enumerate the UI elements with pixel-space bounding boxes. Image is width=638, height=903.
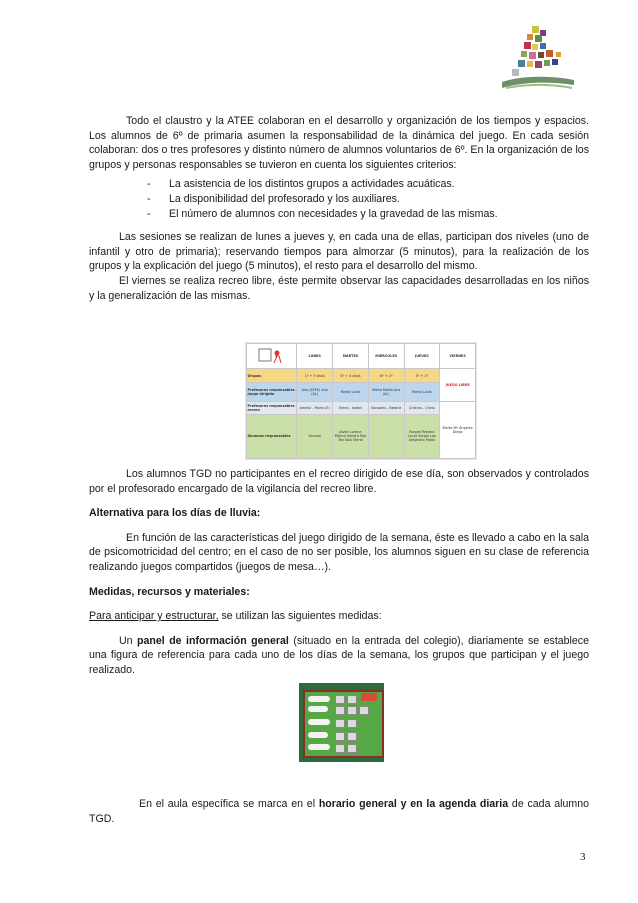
paragraph-sesiones: Las sesiones se realizan de lunes a jueves y, en cada una de ellas, participan dos niveles (uno de infantil y otro de primaria); reservando tiempos para almorzar (5 minutos), para la realización de los grupos y la explicación del juego (5 minutos), el resto para el desarrollo del mismo. bbox=[89, 231, 589, 273]
schedule-header: MIERCOLES bbox=[368, 344, 404, 369]
paragraph-lluvia: En función de las características del juego dirigido de la semana, éste es llevado a cabo en la sala de psicomotricidad del centro; en el caso de no ser posible, los alumnos siguen en su clase de referencia realizando juegos compartidos (juegos de mesa…). bbox=[89, 531, 589, 573]
paragraph-tgd: Los alumnos TGD no participantes en el recreo dirigido de ese día, son observados y controlados por el profesorado encargado de la vigilancia del recreo libre. bbox=[89, 468, 589, 495]
schedule-header: VIERNES bbox=[440, 344, 476, 369]
schedule-cell: Ana (ATEE) Ana (AL) bbox=[297, 383, 333, 402]
criteria-item: - El número de alumnos con necesidades y la gravedad de las mismas. bbox=[147, 207, 589, 222]
schedule-cell: 6º + 2º bbox=[368, 369, 404, 383]
paragraph-viernes: El viernes se realiza recreo libre, éste permite observar las capacidades desarrolladas en los niños y la generalización de las mismas. bbox=[89, 274, 589, 302]
green-board bbox=[303, 690, 384, 758]
panel-c: (situado en la entrada del colegio), diariamente se establece una figura de referencia para cada uno de los días de la semana, los grupos que participan y el juego realizado. bbox=[89, 634, 589, 676]
schedule-cell: 4º + 4 años bbox=[333, 369, 369, 383]
schedule-cell: Marta Mª Ángeles Diego bbox=[440, 402, 476, 459]
body-text-block-3 bbox=[89, 797, 589, 826]
schedule-header: JUEVES bbox=[404, 344, 440, 369]
schedule-row-label: Profesores responsables Juego dirigido bbox=[247, 383, 297, 402]
body-text-block-2 bbox=[89, 467, 589, 678]
paragraph-anticipar bbox=[89, 609, 589, 624]
schedule-corner-icon bbox=[247, 344, 297, 369]
schedule-cell: Cristina - Chelo bbox=[404, 402, 440, 415]
anticipar-rest: se utilizan las siguientes medidas: bbox=[218, 610, 382, 623]
heading-medidas: Medidas, recursos y materiales: bbox=[89, 585, 250, 598]
criteria-item: - La disponibilidad del profesorado y los auxiliares. bbox=[147, 192, 589, 207]
criteria-list bbox=[147, 177, 589, 221]
criteria-item: - La asistencia de los distintos grupos a actividades acuáticas. bbox=[147, 177, 589, 192]
paragraph-horario bbox=[89, 797, 589, 826]
page-number: 3 bbox=[580, 851, 586, 863]
horario-bold: horario general y en la agenda diaria bbox=[318, 798, 509, 810]
schedule-cell: Javier Lorena Milena Sandra Mar Teo Saúl Maral bbox=[333, 414, 369, 458]
schedule-cell: 1º + 5 años bbox=[297, 369, 333, 383]
panel-a: Un bbox=[119, 634, 138, 647]
panel-photo bbox=[299, 683, 384, 762]
schedule-cell: Marta Lucía bbox=[404, 383, 440, 402]
anticipar-underlined: Para anticipar y estructurar, bbox=[89, 610, 219, 623]
schedule-cell: Samuel bbox=[297, 414, 333, 458]
schedule-row-label: Alumnos responsables bbox=[247, 414, 297, 458]
schedule-cell: Raquel Rebeca Laura Sergio Leo Alejandro Pablo bbox=[404, 414, 440, 458]
body-text-block bbox=[89, 114, 589, 303]
schedule-cell: Amelia - Mario (E) bbox=[297, 402, 333, 415]
schedule-cell: Marta Marta Ana (AL) bbox=[368, 383, 404, 402]
school-logo bbox=[494, 22, 580, 102]
schedule-header: MARTES bbox=[333, 344, 369, 369]
schedule-cell: Marta Lucía bbox=[333, 383, 369, 402]
schedule-cell: 5º + 1º bbox=[404, 369, 440, 383]
schedule-table-image bbox=[246, 343, 476, 459]
paragraph-claustro: Todo el claustro y la ATEE colaboran en el desarrollo y organización de los tiempos y espacios. Los alumnos de 6º de primaria asumen la responsabilidad de la dinámica del juego. En cada sesión colaboran: dos o tres profesores y distinto número de alumnos voluntarios de 6º. En la organización de los grupos y personas responsables se tuvieron en cuenta los siguientes criterios: bbox=[89, 115, 589, 171]
paragraph-panel bbox=[89, 634, 589, 678]
horario-a: En el aula específica se marca en el bbox=[139, 798, 319, 810]
schedule-cell-juego-libre: JUEGO LIBRE bbox=[440, 369, 476, 402]
schedule-cell: Elena - Isabel bbox=[333, 402, 369, 415]
schedule-cell: Sonsoles - Beatriz bbox=[368, 402, 404, 415]
horario-c: de cada alumno TGD. bbox=[89, 798, 589, 825]
heading-lluvia: Alternativa para los días de lluvia: bbox=[89, 507, 261, 520]
schedule-header: LUNES bbox=[297, 344, 333, 369]
panel-bold: panel de información general bbox=[137, 634, 289, 647]
schedule-cell bbox=[368, 414, 404, 458]
schedule-row-label: Profesores responsables recreo bbox=[247, 402, 297, 415]
schedule-row-label: Grupos bbox=[247, 369, 297, 383]
